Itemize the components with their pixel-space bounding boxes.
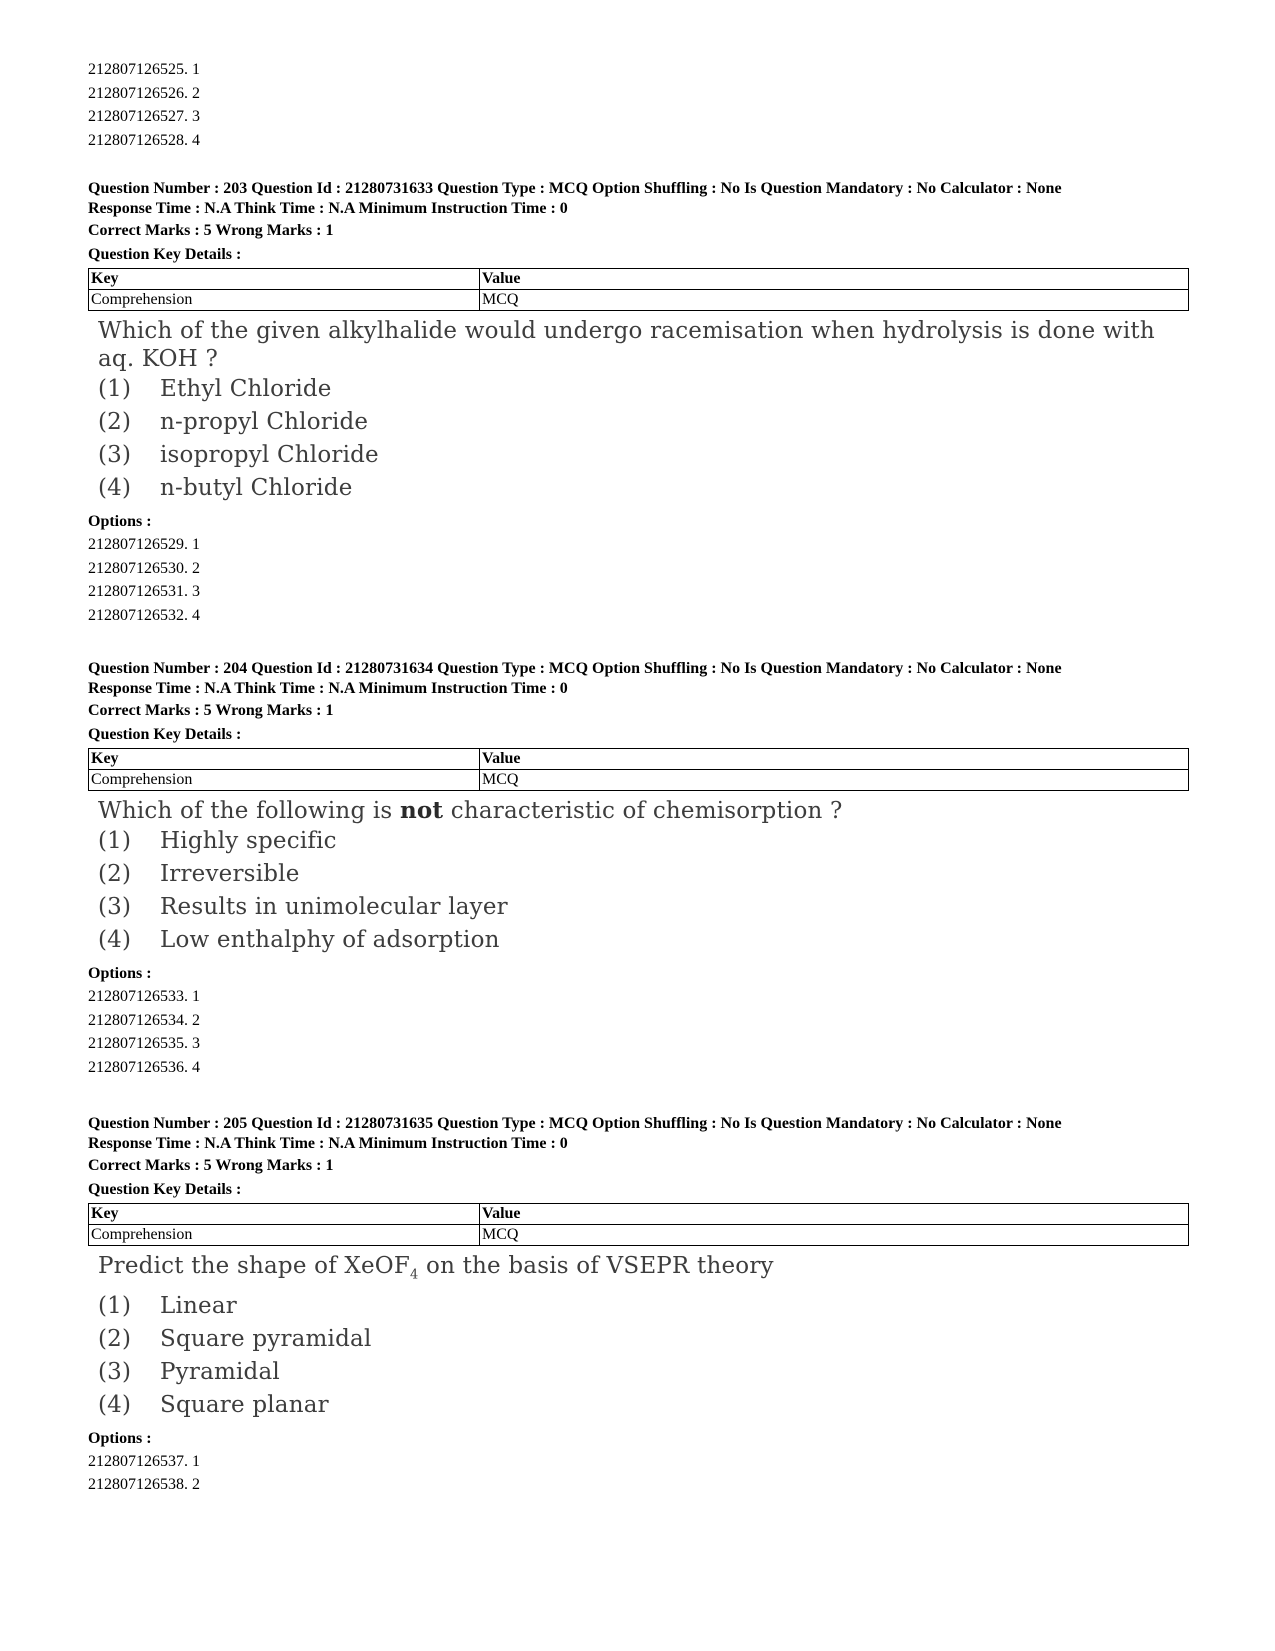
choice-label: Linear (160, 1292, 237, 1319)
choice-label: Ethyl Chloride (160, 376, 332, 402)
question-image (88, 317, 1188, 505)
key-details-label: Question Key Details : (88, 1181, 242, 1198)
choice-label: n-butyl Chloride (160, 475, 353, 501)
key-details-label: Question Key Details : (88, 726, 242, 743)
value-cell: MCQ (480, 290, 1189, 311)
choice-label: Square planar (160, 1391, 329, 1418)
option-line: 212807126526. 2 (88, 84, 200, 102)
choice-number: (2) (98, 1325, 132, 1352)
choice-item (98, 825, 1188, 858)
value-cell: MCQ (480, 1225, 1189, 1246)
value-header: Value (480, 749, 1189, 770)
choice-item (98, 439, 1188, 472)
option-line: 212807126527. 3 (88, 108, 200, 125)
question-timing: Response Time : N.A Think Time : N.A Minimum Instruction Time : 0 (88, 200, 568, 217)
question-block-204 (88, 659, 1188, 1079)
choice-item (98, 1323, 1188, 1356)
question-marks: Correct Marks : 5 Wrong Marks : 1 (88, 1157, 334, 1174)
key-cell: Comprehension (89, 290, 480, 311)
key-cell: Comprehension (89, 1225, 480, 1246)
options-label: Options : (88, 513, 152, 530)
formula-subscript: 4 (410, 1267, 419, 1283)
key-header: Key (89, 1204, 480, 1225)
choice-item (98, 1290, 1188, 1323)
key-details-table (88, 748, 1189, 791)
question-header: Question Number : 205 Question Id : 21280731635 Question Type : MCQ Option Shuffling : No Is Question Mandatory : No Calculator : None (88, 1115, 1062, 1132)
option-line: 212807126537. 1 (88, 1452, 200, 1470)
value-header: Value (480, 1204, 1189, 1225)
key-details-table (88, 1203, 1189, 1246)
value-cell: MCQ (480, 770, 1189, 791)
option-line: 212807126532. 4 (88, 606, 200, 624)
choice-label: Highly specific (160, 828, 337, 854)
choice-label: n-propyl Chloride (160, 409, 369, 435)
question-text-part: Predict the shape of XeOF (98, 1253, 411, 1279)
choice-item (98, 891, 1188, 924)
question-block-205 (88, 1114, 1188, 1497)
question-header: Question Number : 204 Question Id : 21280731634 Question Type : MCQ Option Shuffling : No Is Question Mandatory : No Calculator : None (88, 660, 1062, 677)
option-line: 212807126531. 3 (88, 583, 200, 600)
option-line: 212807126530. 2 (88, 559, 200, 577)
option-line: 212807126538. 2 (88, 1476, 200, 1494)
question-marks: Correct Marks : 5 Wrong Marks : 1 (88, 702, 334, 719)
question-marks: Correct Marks : 5 Wrong Marks : 1 (88, 222, 334, 239)
option-line: 212807126529. 1 (88, 536, 200, 553)
choice-number: (2) (98, 409, 132, 435)
key-details-table (88, 268, 1189, 311)
choice-number: (1) (98, 828, 132, 854)
question-text: Which of the given alkylhalide would undergo racemisation when hydrolysis is done with aq. KOH ? (98, 318, 1155, 372)
options-label: Options : (88, 965, 152, 982)
choice-number: (3) (98, 894, 132, 920)
choice-number: (4) (98, 1391, 132, 1418)
question-image (88, 797, 1188, 957)
choice-item (98, 1389, 1188, 1422)
choice-number: (1) (98, 1292, 132, 1319)
choice-item (98, 1356, 1188, 1389)
choice-label: Square pyramidal (160, 1325, 372, 1352)
question-text (98, 1252, 1188, 1290)
choice-number: (4) (98, 475, 132, 501)
options-list (88, 985, 1188, 1079)
options-list (88, 533, 1188, 627)
choice-item (98, 858, 1188, 891)
option-line: 212807126536. 4 (88, 1058, 200, 1076)
question-text-part: on the basis of VSEPR theory (418, 1253, 774, 1279)
choice-item (98, 406, 1188, 439)
question-text-part: Which of the following is (98, 798, 400, 824)
question-header: Question Number : 203 Question Id : 21280731633 Question Type : MCQ Option Shuffling : No Is Question Mandatory : No Calculator : None (88, 180, 1062, 197)
question-image (88, 1252, 1188, 1422)
choice-label: Pyramidal (160, 1358, 280, 1385)
question-block-203 (88, 179, 1188, 627)
key-header: Key (89, 749, 480, 770)
question-text-emphasis: not (399, 797, 444, 824)
option-line: 212807126535. 3 (88, 1035, 200, 1052)
choice-item (98, 924, 1188, 957)
option-line: 212807126533. 1 (88, 988, 200, 1005)
choice-item (98, 472, 1188, 505)
choice-label: Low enthalphy of adsorption (160, 927, 500, 953)
choice-number: (4) (98, 927, 132, 953)
key-cell: Comprehension (89, 770, 480, 791)
choice-label: Results in unimolecular layer (160, 894, 508, 920)
key-details-label: Question Key Details : (88, 246, 242, 263)
option-line: 212807126525. 1 (88, 61, 200, 78)
choice-label: Irreversible (160, 861, 300, 887)
option-line: 212807126528. 4 (88, 131, 200, 149)
choice-label: isopropyl Chloride (160, 442, 379, 468)
choice-item (98, 373, 1188, 406)
key-header: Key (89, 269, 480, 290)
choice-number: (3) (98, 442, 132, 468)
option-line: 212807126534. 2 (88, 1011, 200, 1029)
options-label: Options : (88, 1429, 152, 1447)
question-text (98, 797, 1188, 825)
choice-number: (1) (98, 376, 132, 402)
question-timing: Response Time : N.A Think Time : N.A Minimum Instruction Time : 0 (88, 1135, 568, 1152)
question-text-part: characteristic of chemisorption ? (443, 798, 843, 824)
options-list (88, 1450, 1188, 1497)
prev-options-list (88, 58, 200, 152)
question-timing: Response Time : N.A Think Time : N.A Minimum Instruction Time : 0 (88, 680, 568, 697)
value-header: Value (480, 269, 1189, 290)
choice-number: (3) (98, 1358, 132, 1385)
choice-number: (2) (98, 861, 132, 887)
